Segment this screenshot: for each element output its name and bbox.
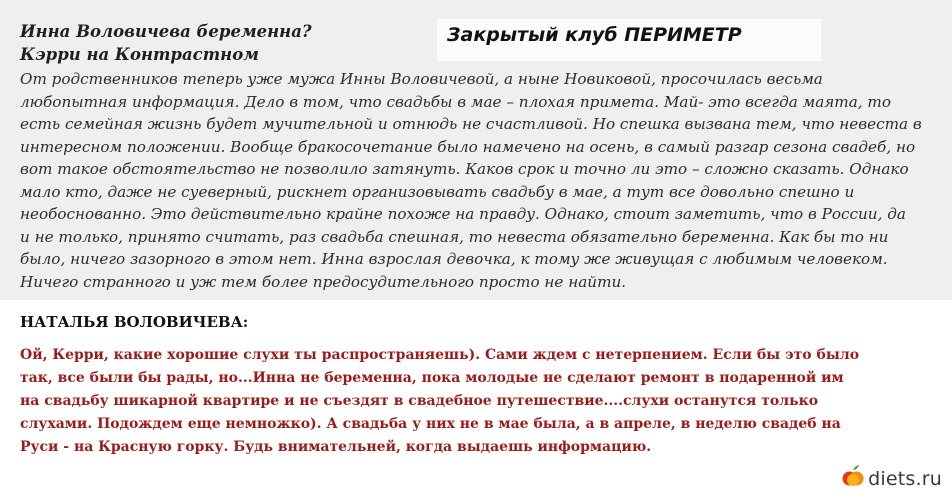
article-line: было, ничего зазорного в этом нет. Инна взрослая девочка, к тому же живущая с любимым человеком. [20,250,888,268]
article-title: Инна Воловичева беременна? [20,22,312,41]
reply-line: Руси - на Красную горку. Будь внимательней, когда выдаешь информацию. [20,439,652,455]
apple-logo-icon [842,464,864,493]
article-line: любопытная информация. Дело в том, что свадьбы в мае – плохая примета. Май- это всегда маята, то [20,93,891,111]
article-line: Ничего странного и уж тем более предосудительного просто не найти. [20,273,627,291]
article-line: необоснованно. Это действительно крайне похоже на правду. Однако, стоит заметить, что в России, да [20,205,906,223]
reply-line: Ой, Керри, какие хорошие слухи ты распространяешь). Сами ждем с нетерпением. Если бы это было [20,347,860,363]
club-label-box [437,19,821,61]
club-label: Закрытый клуб ПЕРИМЕТР [447,24,742,46]
reply-author: НАТАЛЬЯ ВОЛОВИЧЕВА: [20,313,249,331]
reply-line: так, все были бы рады, но...Инна не беременна, пока молодые не сделают ремонт в подаренной им [20,370,844,386]
article-subtitle: Кэрри на Контрастном [20,45,259,64]
article-line: От родственников теперь уже мужа Инны Воловичевой, а ныне Новиковой, просочилась весьма [20,70,823,88]
article-line: и не только, принято считать, раз свадьба спешная, то невеста обязательно беременна. Как бы то ни [20,228,889,246]
article-line: вот такое обстоятельство не позволило затянуть. Каков срок и точно ли это – сложно сказать. Однако [20,160,909,178]
article-line: мало кто, даже не суеверный, рискнет организовывать свадьбу в мае, а тут все довольно спешно и [20,183,855,201]
article-line: интересном положении. Вообще бракосочетание было намечено на осень, в самый разгар сезона свадеб, но [20,138,916,156]
article-line: есть семейная жизнь будет мучительной и отнюдь не счастливой. Но спешка вызвана тем, что невеста в [20,115,922,133]
reply-line: слухами. Подождем еще немножко). А свадьба у них не в мае была, а в апреле, в неделю свадеб на [20,416,841,432]
site-watermark [842,464,942,493]
reply-line: на свадьбу шикарной квартире и не съездят в свадебное путешествие....слухи останутся только [20,393,819,409]
watermark-text: diets.ru [868,467,942,490]
